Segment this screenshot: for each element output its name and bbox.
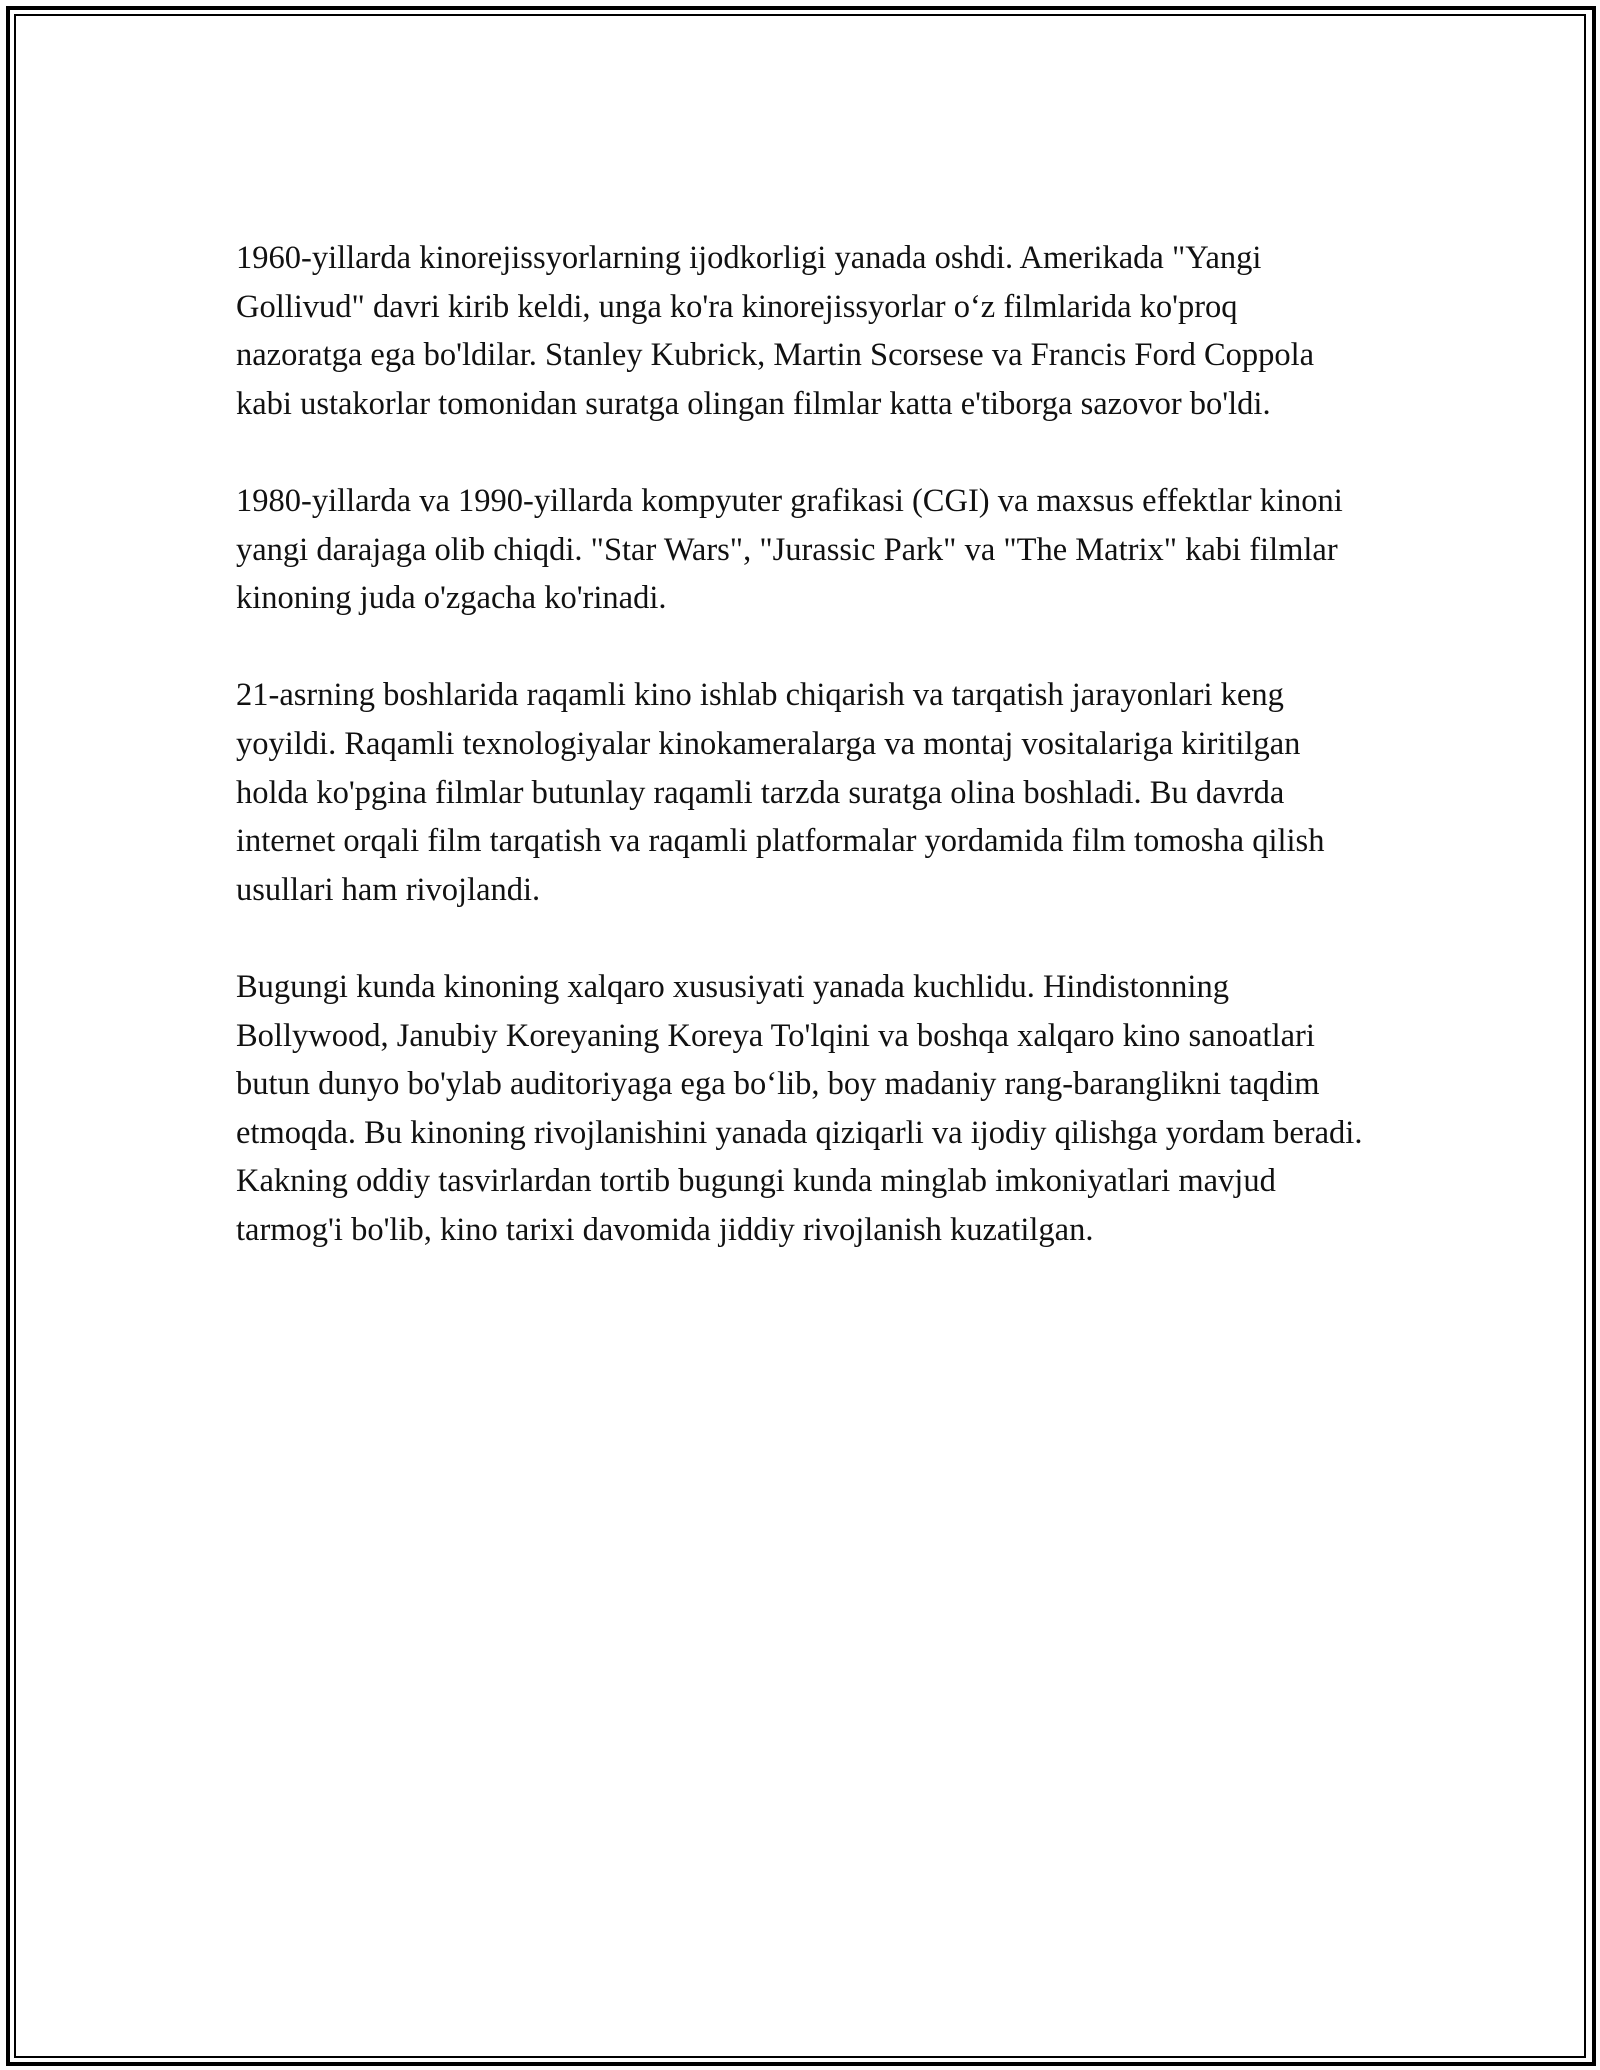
paragraph-1960s: 1960-yillarda kinorejissyorlarning ijodkorligi yanada oshdi. Amerikada "Yangi Gollivud" davri kirib keldi, unga ko'ra kinorejissyorlar o‘z filmlarida ko'proq nazoratga ega bo'ldilar. Stanley Kubrick, Martin Scorsese va Francis Ford Coppola kabi ustakorlar tomonidan suratga olingan filmlar katta e'tiborga sazovor bo'ldi.	[236, 240, 1315, 422]
paragraph-21st-century: 21-asrning boshlarida raqamli kino ishlab chiqarish va tarqatish jarayonlari keng yoyildi. Raqamli texnologiyalar kinokameralarga va montaj vositalariga kiritilgan holda ko'pgina filmlar butunlay raqamli tarzda suratga olina boshladi. Bu davrda internet orqali film tarqatish va raqamli platformalar yordamida film tomosha qilish usullari ham rivojlandi.	[236, 677, 1325, 908]
paragraph-today: Bugungi kunda kinoning xalqaro xususiyati yanada kuchlidu. Hindistonning Bollywood, Janubiy Koreyaning Koreya To'lqini va boshqa xalqaro kino sanoatlari butun dunyo bo'ylab auditoriyaga ega bo‘lib, boy madaniy rang-baranglikni taqdim etmoqda. Bu kinoning rivojlanishini yanada qiziqarli va ijodiy qilishga yordam beradi. Kakning oddiy tasvirlardan tortib bugungi kunda minglab imkoniyatlari mavjud tarmog'i bo'lib, kino tarixi davomida jiddiy rivojlanish kuzatilgan.	[236, 968, 1363, 1248]
paragraph-1980s-1990s: 1980-yillarda va 1990-yillarda kompyuter grafikasi (CGI) va maxsus effektlar kinoni yangi darajaga olib chiqdi. "Star Wars", "Jurassic Park" va "The Matrix" kabi filmlar kinoning juda o'zgacha ko'rinadi.	[236, 482, 1343, 617]
document-body	[236, 234, 1366, 1303]
